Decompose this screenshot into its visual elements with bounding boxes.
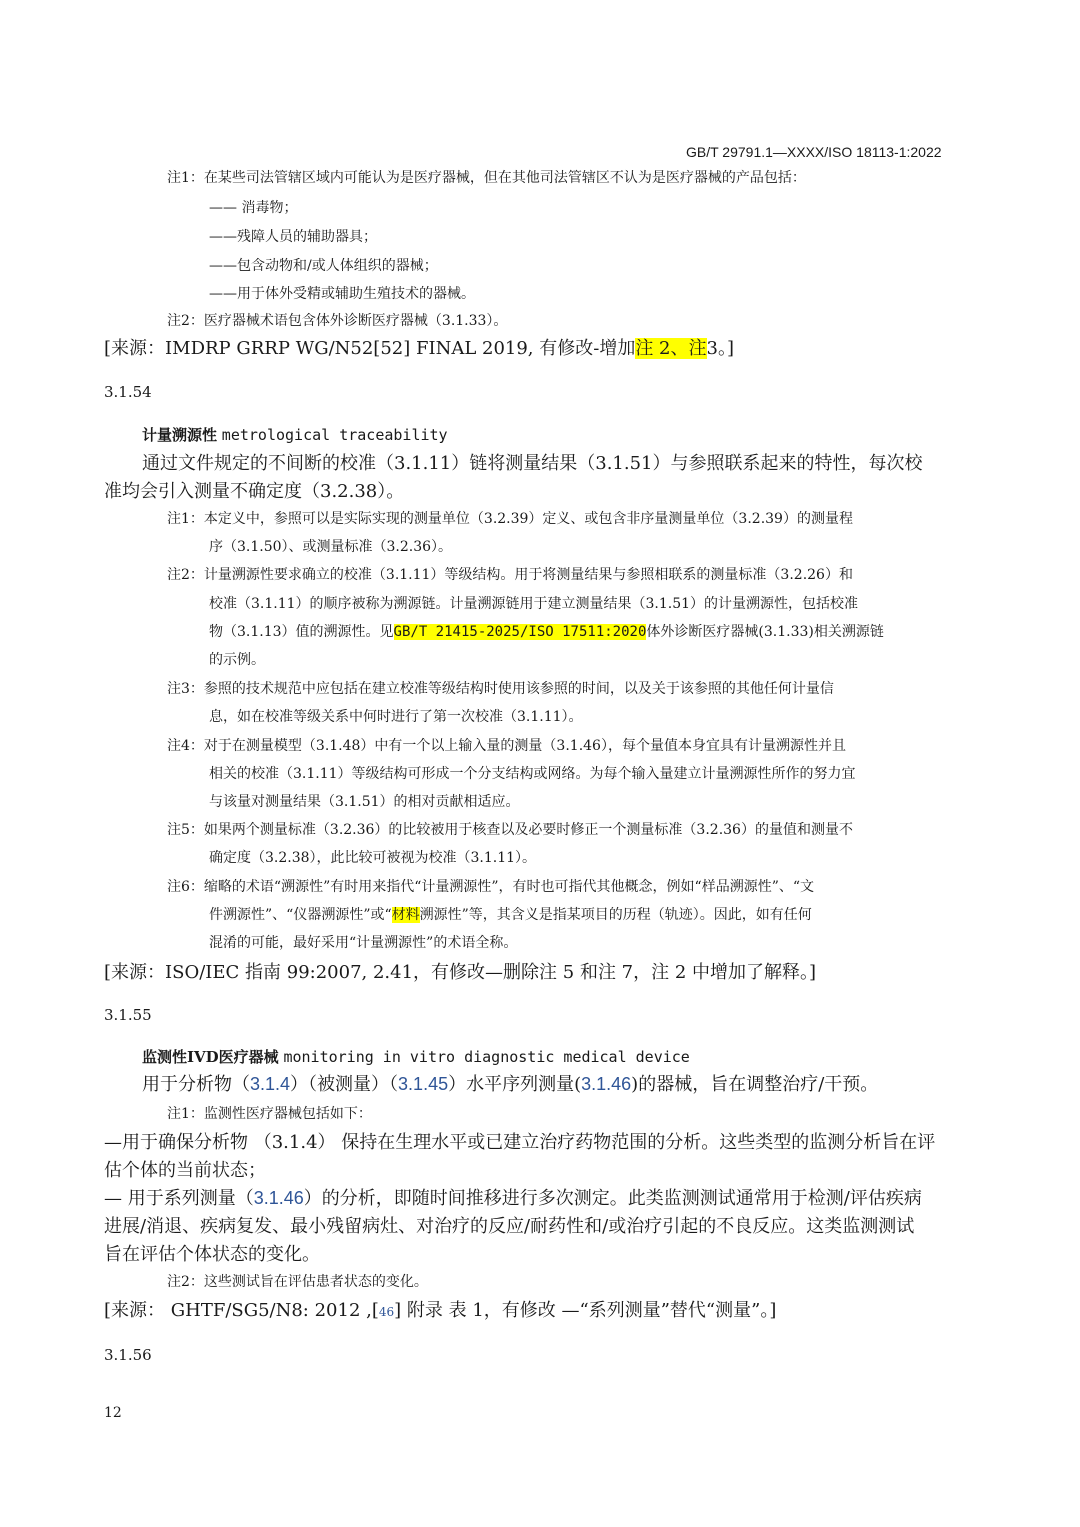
- note-line: 序（3.1.50）、或测量标准（3.2.36）。: [209, 539, 453, 555]
- bullet-line: 估个体的当前状态；: [104, 1160, 266, 1181]
- note-line: 注1：本定义中，参照可以是实际实现的测量单位（3.2.39）定义、或包含非序量测量单位（3.2.39）的测量程: [167, 511, 853, 527]
- note-line: 注1：监测性医疗器械包括如下：: [167, 1106, 372, 1122]
- term-english: metrological traceability: [221, 426, 448, 444]
- note-line: 相关的校准（3.1.11）等级结构可形成一个分支结构或网络。为每个输入量建立计量溯源性所作的努力宜: [209, 766, 856, 782]
- highlighted-text: 材料: [391, 907, 420, 923]
- highlighted-text: GB/T 21415-2025/ISO 17511:2020: [393, 624, 647, 640]
- definition-line: 通过文件规定的不间断的校准（3.1.11）链将测量结果（3.1.51）与参照联系起来的特性，每次校: [142, 453, 923, 474]
- note-line: 混淆的可能，最好采用“计量溯源性”的术语全称。: [209, 935, 518, 951]
- bullet-line: —用于确保分析物 （3.1.4） 保持在生理水平或已建立治疗药物范围的分析。这些类型的监测分析旨在评: [104, 1132, 936, 1153]
- cross-reference: 3.1.4: [250, 1074, 291, 1094]
- note-2-line: 注2：医疗器械术语包含体外诊断医疗器械（3.1.33）。: [167, 313, 508, 329]
- note-line: 件溯源性”、“仪器溯源性”或“材料溯源性”等，其含义是指某项目的历程（轨迹）。因此，如有任何: [209, 907, 812, 923]
- entry-number: 3.1.56: [104, 1346, 152, 1364]
- note-line: 注3：参照的技术规范中应包括在建立校准等级结构时使用该参照的时间，以及关于该参照的其他任何计量信: [167, 681, 834, 697]
- term-english: monitoring in vitro diagnostic medical device: [283, 1048, 690, 1066]
- list-item: ——用于体外受精或辅助生殖技术的器械。: [209, 286, 475, 302]
- entry-number: 3.1.55: [104, 1006, 152, 1024]
- note-line: 物（3.1.13）值的溯源性。见GB/T 21415-2025/ISO 17511:2020体外诊断医疗器械(3.1.33)相关溯源链: [209, 624, 884, 640]
- page-header-standard-number: GB/T 29791.1—XXXX/ISO 18113-1:2022: [686, 144, 942, 160]
- bullet-line: — 用于系列测量（3.1.46）的分析，即随时间推移进行多次测定。此类监测测试通常用于检测/评估疾病: [104, 1188, 922, 1209]
- definition-line: 准均会引入测量不确定度（3.2.38）。: [104, 481, 405, 502]
- note-line: 校准（3.1.11）的顺序被称为溯源链。计量溯源链用于建立测量结果（3.1.51）的计量溯源性，包括校准: [209, 596, 859, 612]
- definition-line: 用于分析物（3.1.4）（被测量）（3.1.45）水平序列测量(3.1.46)的器械，旨在调整治疗/干预。: [142, 1074, 879, 1095]
- cross-reference: 3.1.45: [398, 1074, 449, 1094]
- bullet-line: 进展/消退、疾病复发、最小残留病灶、对治疗的反应/耐药性和/或治疗引起的不良反应。这类监测测试: [104, 1216, 915, 1237]
- note-line: 注6：缩略的术语“溯源性”有时用来指代“计量溯源性”，有时也可指代其他概念，例如“样品溯源性”、“文: [167, 879, 815, 895]
- term-heading: [142, 426, 448, 444]
- note-line: 注5：如果两个测量标准（3.2.36）的比较被用于核查以及必要时修正一个测量标准（3.2.36）的量值和测量不: [167, 822, 853, 838]
- note-line: 注4：对于在测量模型（3.1.48）中有一个以上输入量的测量（3.1.46），每个量值本身宜具有计量溯源性并且: [167, 738, 846, 754]
- page-number: 12: [104, 1405, 122, 1421]
- note-1-line: 注1：在某些司法管辖区域内可能认为是医疗器械，但在其他司法管辖区不认为是医疗器械的产品包括：: [167, 170, 806, 186]
- entry-number: 3.1.54: [104, 383, 152, 401]
- cross-reference: 3.1.46: [253, 1188, 304, 1208]
- list-item: ——残障人员的辅助器具；: [209, 229, 377, 245]
- source-reference: [来源：ISO/IEC 指南 99:2007, 2.41，有修改—删除注 5 和注 7，注 2 中增加了解释。]: [104, 962, 817, 983]
- term-heading: [142, 1048, 690, 1066]
- note-line: 息，如在校准等级关系中何时进行了第一次校准（3.1.11）。: [209, 709, 583, 725]
- list-item: ——包含动物和/或人体组织的器械；: [209, 258, 438, 274]
- note-line: 的示例。: [209, 652, 265, 668]
- note-line: 确定度（3.2.38），此比较可被视为校准（3.1.11）。: [209, 850, 537, 866]
- bullet-line: 旨在评估个体状态的变化。: [104, 1244, 320, 1265]
- note-line: 与该量对测量结果（3.1.51）的相对贡献相适应。: [209, 794, 520, 810]
- term-chinese: 计量溯源性: [142, 426, 218, 444]
- source-reference: [来源： GHTF/SG5/N8: 2012 ,[46] 附录 表 1，有修改 —“系列测量”替代“测量”。]: [104, 1300, 777, 1321]
- cross-reference: 46: [378, 1305, 395, 1319]
- note-line: 注2：计量溯源性要求确立的校准（3.1.11）等级结构。用于将测量结果与参照相联系的测量标准（3.2.26）和: [167, 567, 853, 583]
- cross-reference: 3.1.46: [581, 1074, 632, 1094]
- list-item: —— 消毒物；: [209, 200, 298, 216]
- source-reference: [来源：IMDRP GRRP WG/N52[52] FINAL 2019, 有修改-增加注 2、注3。]: [104, 338, 734, 359]
- highlighted-text: 注 2、注: [635, 338, 707, 359]
- note-line: 注2：这些测试旨在评估患者状态的变化。: [167, 1274, 428, 1290]
- term-chinese: 监测性IVD医疗器械: [142, 1048, 279, 1066]
